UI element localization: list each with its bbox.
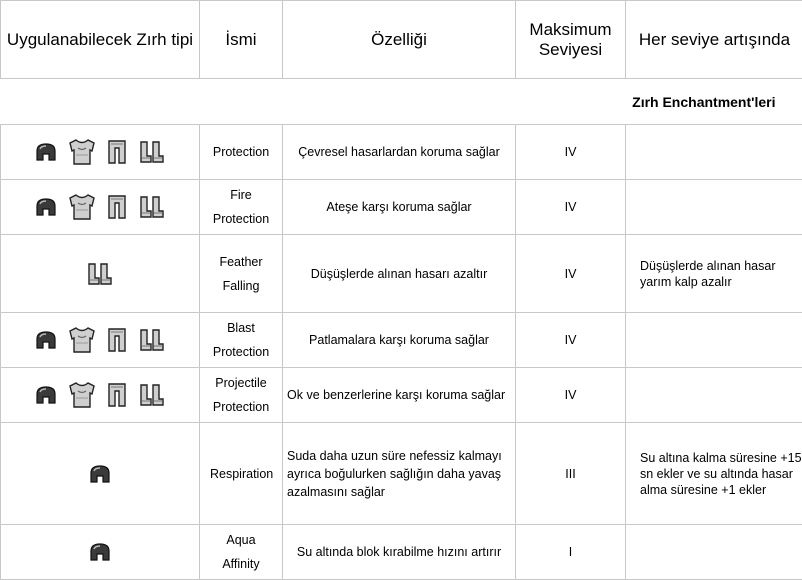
max-level: IV bbox=[516, 235, 626, 313]
section-title: Zırh Enchantment'leri bbox=[1, 79, 802, 125]
enchantment-name: Respiration bbox=[200, 423, 283, 525]
header-max-level: Maksimum Seviyesi bbox=[516, 1, 626, 79]
boots-icon bbox=[139, 384, 165, 406]
armor-icons-cell bbox=[1, 423, 200, 525]
max-level: I bbox=[516, 525, 626, 580]
helmet-icon bbox=[90, 543, 110, 561]
chestplate-icon bbox=[69, 382, 95, 408]
helmet-icon bbox=[90, 465, 110, 483]
table-row bbox=[1, 368, 802, 423]
table-row bbox=[1, 235, 802, 313]
table-row bbox=[1, 125, 802, 180]
enchantment-feature: Su altında blok kırabilme hızını artırır bbox=[283, 525, 516, 580]
enchantment-name: Protection bbox=[200, 125, 283, 180]
armor-icons-cell bbox=[1, 125, 200, 180]
armor-icons-cell bbox=[1, 313, 200, 368]
leggings-icon bbox=[108, 383, 126, 407]
enchantment-name: Projectile Protection bbox=[200, 368, 283, 423]
armor-icons-cell bbox=[1, 180, 200, 235]
boots-icon bbox=[139, 329, 165, 351]
helmet-icon bbox=[36, 331, 56, 349]
max-level: IV bbox=[516, 313, 626, 368]
per-level-note bbox=[626, 313, 802, 368]
leggings-icon bbox=[108, 195, 126, 219]
max-level: IV bbox=[516, 368, 626, 423]
header-armor-type: Uygulanabilecek Zırh tipi bbox=[1, 1, 200, 79]
per-level-note: Düşüşlerde alınan hasar yarım kalp azalır bbox=[626, 235, 802, 313]
max-level: IV bbox=[516, 125, 626, 180]
boots-icon bbox=[87, 263, 113, 285]
per-level-note bbox=[626, 180, 802, 235]
header-feature: Özelliği bbox=[283, 1, 516, 79]
enchantment-name: Fire Protection bbox=[200, 180, 283, 235]
enchantment-feature: Ok ve benzerlerine karşı koruma sağlar bbox=[283, 368, 516, 423]
max-level: IV bbox=[516, 180, 626, 235]
chestplate-icon bbox=[69, 194, 95, 220]
enchantment-feature: Çevresel hasarlardan koruma sağlar bbox=[283, 125, 516, 180]
helmet-icon bbox=[36, 198, 56, 216]
header-per-level: Her seviye artışında bbox=[626, 1, 802, 79]
enchantment-feature: Ateşe karşı koruma sağlar bbox=[283, 180, 516, 235]
enchantment-name: Aqua Affinity bbox=[200, 525, 283, 580]
table-row bbox=[1, 525, 802, 580]
leggings-icon bbox=[108, 328, 126, 352]
per-level-note bbox=[626, 125, 802, 180]
table-row bbox=[1, 313, 802, 368]
armor-icons-cell bbox=[1, 525, 200, 580]
enchantment-feature: Patlamalara karşı koruma sağlar bbox=[283, 313, 516, 368]
max-level: III bbox=[516, 423, 626, 525]
header-row bbox=[1, 1, 802, 79]
table-row bbox=[1, 423, 802, 525]
section-row bbox=[1, 79, 802, 125]
header-name: İsmi bbox=[200, 1, 283, 79]
boots-icon bbox=[139, 141, 165, 163]
table-row bbox=[1, 180, 802, 235]
enchantment-feature: Düşüşlerde alınan hasarı azaltır bbox=[283, 235, 516, 313]
per-level-note: Su altına kalma süresine +15 sn ekler ve su altında hasar alma süresine +1 ekler bbox=[626, 423, 802, 525]
enchantment-feature: Suda daha uzun süre nefessiz kalmayı ayrıca boğulurken sağlığın daha yavaş azalmasını sağlar bbox=[283, 423, 516, 525]
helmet-icon bbox=[36, 386, 56, 404]
per-level-note bbox=[626, 525, 802, 580]
enchantment-name: Blast Protection bbox=[200, 313, 283, 368]
leggings-icon bbox=[108, 140, 126, 164]
helmet-icon bbox=[36, 143, 56, 161]
enchantment-name: Feather Falling bbox=[200, 235, 283, 313]
per-level-note bbox=[626, 368, 802, 423]
chestplate-icon bbox=[69, 139, 95, 165]
boots-icon bbox=[139, 196, 165, 218]
chestplate-icon bbox=[69, 327, 95, 353]
armor-icons-cell bbox=[1, 368, 200, 423]
armor-icons-cell bbox=[1, 235, 200, 313]
